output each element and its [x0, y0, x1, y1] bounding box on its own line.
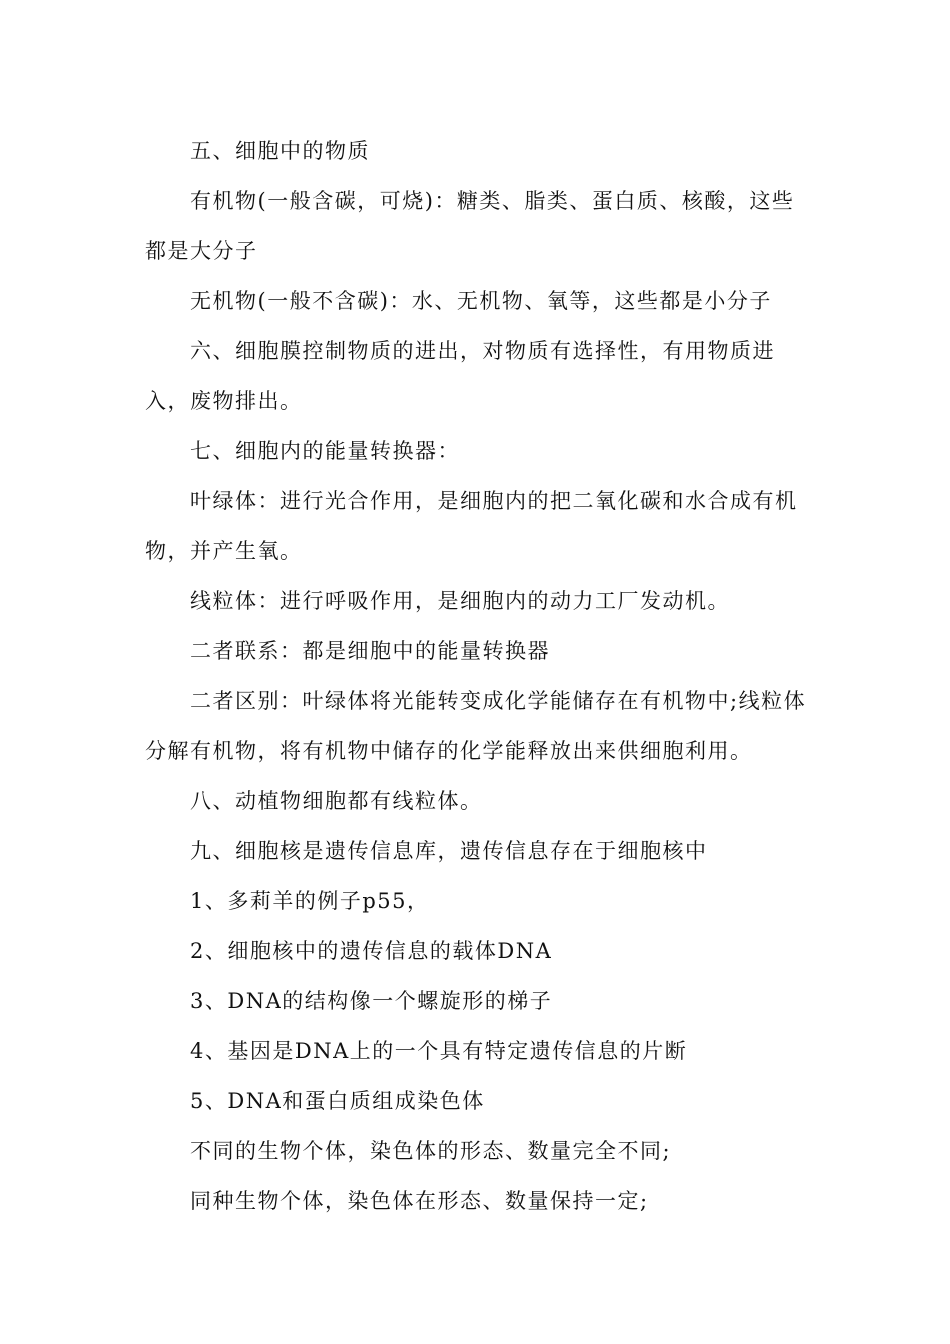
paragraph-line: 都是大分子 — [145, 239, 258, 263]
paragraph-line: 物，并产生氧。 — [145, 539, 303, 563]
list-item: 3、DNA的结构像一个螺旋形的梯子 — [190, 989, 553, 1013]
paragraph-line: 线粒体：进行呼吸作用，是细胞内的动力工厂发动机。 — [190, 589, 730, 613]
list-item: 4、基因是DNA上的一个具有特定遗传信息的片断 — [190, 1039, 688, 1063]
section-heading-9: 九、细胞核是遗传信息库，遗传信息存在于细胞核中 — [190, 839, 708, 863]
section-heading-8: 八、动植物细胞都有线粒体。 — [190, 789, 483, 813]
list-item: 2、细胞核中的遗传信息的载体DNA — [190, 939, 553, 963]
list-item: 5、DNA和蛋白质组成染色体 — [190, 1089, 485, 1113]
list-item: 1、多莉羊的例子p55， — [190, 889, 430, 913]
paragraph-line: 分解有机物，将有机物中储存的化学能释放出来供细胞利用。 — [145, 739, 753, 763]
paragraph-line: 无机物(一般不含碳)：水、无机物、氧等，这些都是小分子 — [190, 289, 772, 313]
paragraph-line: 有机物(一般含碳，可烧)：糖类、脂类、蛋白质、核酸，这些 — [190, 189, 795, 213]
paragraph-line: 入，废物排出。 — [145, 389, 303, 413]
paragraph-line: 不同的生物个体，染色体的形态、数量完全不同; — [190, 1139, 672, 1163]
paragraph-line: 叶绿体：进行光合作用，是细胞内的把二氧化碳和水合成有机 — [190, 489, 798, 513]
section-heading-7: 七、细胞内的能量转换器： — [190, 439, 460, 463]
paragraph-line: 二者区别：叶绿体将光能转变成化学能储存在有机物中;线粒体 — [190, 689, 807, 713]
section-heading-6: 六、细胞膜控制物质的进出，对物质有选择性，有用物质进 — [190, 339, 775, 363]
paragraph-line: 同种生物个体，染色体在形态、数量保持一定; — [190, 1189, 649, 1213]
paragraph-line: 二者联系：都是细胞中的能量转换器 — [190, 639, 550, 663]
section-heading-5: 五、细胞中的物质 — [190, 139, 370, 163]
